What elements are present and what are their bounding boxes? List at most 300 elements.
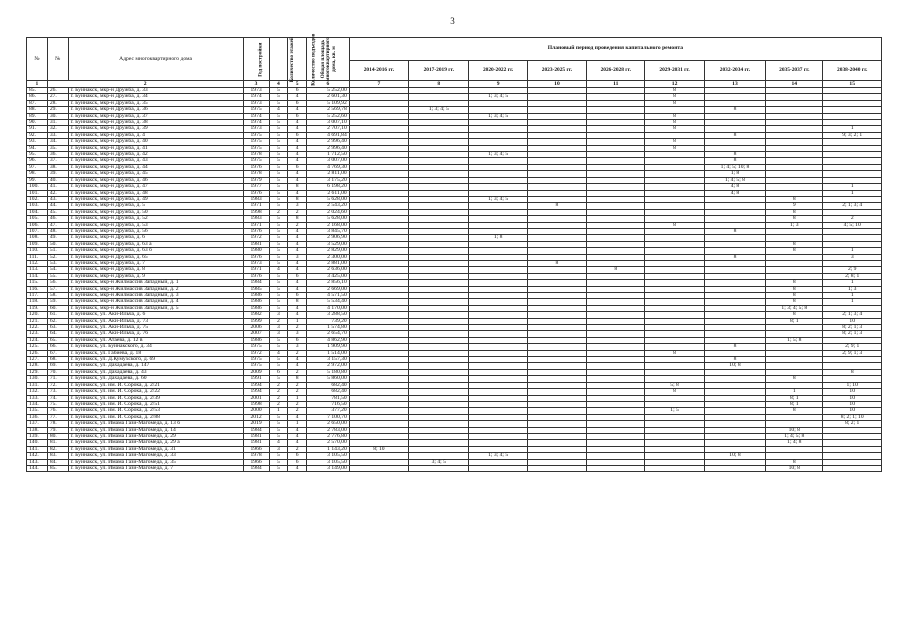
table-cell: 8 bbox=[766, 196, 823, 202]
table-cell: 1 514,00 bbox=[307, 350, 350, 356]
table-cell: 1974 bbox=[243, 120, 269, 126]
table-cell: 8 bbox=[645, 113, 704, 119]
table-cell: 79. bbox=[47, 427, 68, 433]
table-cell: 3 007,00 bbox=[307, 158, 350, 164]
table-cell: 77. bbox=[47, 414, 68, 420]
table-cell: 5 bbox=[269, 88, 288, 94]
table-cell: 6 bbox=[288, 113, 307, 119]
table-cell: 1994 bbox=[243, 389, 269, 395]
table-cell: 10 bbox=[823, 408, 882, 414]
table-cell: 107. bbox=[27, 228, 48, 234]
table-cell: 1; 3; 4; 5 bbox=[409, 107, 469, 113]
header-period-group: Плановый период проведения капитального ремонта bbox=[349, 38, 881, 61]
table-cell: 1 909,90 bbox=[307, 344, 350, 350]
table-cell: 5 bbox=[269, 254, 288, 260]
table-cell: 1973 bbox=[243, 100, 269, 106]
table-cell: 69. bbox=[47, 363, 68, 369]
table-cell: 8 bbox=[645, 120, 704, 126]
table-cell: 4 bbox=[288, 139, 307, 145]
table-cell: 8 bbox=[645, 94, 704, 100]
table-cell: 2 543,20 bbox=[307, 203, 350, 209]
table-cell: 8 bbox=[766, 299, 823, 305]
table-cell: 2 669,00 bbox=[307, 286, 350, 292]
table-cell bbox=[704, 465, 765, 471]
table-cell: 84. bbox=[47, 459, 68, 465]
table-cell: 1 bbox=[269, 408, 288, 414]
table-cell: 1976 bbox=[243, 190, 269, 196]
table-cell: 89. bbox=[27, 113, 48, 119]
table-cell: г. Буйнакск, ул. Аки-Ильча, д. 76 bbox=[68, 331, 243, 337]
table-cell: г. Буйнакск, ул. им. И. Сорока, д. 2/51 bbox=[68, 401, 243, 407]
header-period: 2017-2019 гг. bbox=[409, 60, 469, 80]
header-column-number: 3 bbox=[243, 81, 269, 88]
table-cell: 1984 bbox=[243, 427, 269, 433]
table-cell: 96. bbox=[27, 158, 48, 164]
table-cell: 128. bbox=[27, 363, 48, 369]
table-cell: 2 569,78 bbox=[307, 107, 350, 113]
table-cell: 1 bbox=[823, 248, 882, 254]
table-cell: 10; 8 bbox=[766, 427, 823, 433]
table-cell: 6 bbox=[288, 88, 307, 94]
table-cell: 4 bbox=[288, 228, 307, 234]
table-cell: 1986 bbox=[243, 305, 269, 311]
table-cell: 34. bbox=[47, 139, 68, 145]
table-cell: 86. bbox=[27, 94, 48, 100]
table-cell: 5 bbox=[269, 260, 288, 266]
table-cell: 4 bbox=[288, 465, 307, 471]
table-cell: 5 bbox=[269, 177, 288, 183]
table-cell: г. Буйнакск, ул. им. И. Сорока, д. 2/88 bbox=[68, 414, 243, 420]
table-cell: 2009 bbox=[243, 369, 269, 375]
table-cell: 4 bbox=[288, 414, 307, 420]
table-cell: 1976 bbox=[243, 273, 269, 279]
table-cell: г. Буйнакск, мкр-н Дружба, д. 40 bbox=[68, 139, 243, 145]
table-cell: 37. bbox=[47, 158, 68, 164]
table-cell: г. Буйнакск, ул. Аки-Ильча, д. 75 bbox=[68, 325, 243, 331]
table-cell: 5 bbox=[269, 126, 288, 132]
table-cell: 118. bbox=[27, 299, 48, 305]
table-cell bbox=[587, 465, 645, 471]
table-cell: 8; 2; 1; 3 bbox=[823, 325, 882, 331]
table-cell: 4 bbox=[288, 427, 307, 433]
table-cell: г. Буйнакск, мкр-н Дружба, д. 9 bbox=[68, 273, 243, 279]
table-cell: 91. bbox=[27, 126, 48, 132]
header-period: 2023-2025 гг. bbox=[527, 60, 586, 80]
table-cell: 2 654,70 bbox=[307, 331, 350, 337]
table-cell: 92. bbox=[27, 132, 48, 138]
table-cell: 5 bbox=[269, 376, 288, 382]
table-cell: 1; 4; 8 bbox=[766, 440, 823, 446]
table-cell: 7 100,70 bbox=[307, 414, 350, 420]
table-cell: 10 bbox=[823, 395, 882, 401]
table-cell: 2 650,00 bbox=[307, 421, 350, 427]
table-cell: 2 bbox=[288, 325, 307, 331]
table-cell: 1; 3; 4; 5 bbox=[469, 152, 527, 158]
table-cell: 5 bbox=[269, 241, 288, 247]
table-cell: 2 972,00 bbox=[307, 363, 350, 369]
table-cell: 82. bbox=[47, 446, 68, 452]
table-cell: 1975 bbox=[243, 158, 269, 164]
table-cell: г. Буйнакск, ул. Дахадаева, д. 60 bbox=[68, 376, 243, 382]
table-cell: 4 bbox=[269, 440, 288, 446]
table-cell: 85. bbox=[47, 465, 68, 471]
table-cell: г. Буйнакск, мкр-н Дружба, д. 63 а bbox=[68, 241, 243, 247]
table-cell: 682,40 bbox=[307, 389, 350, 395]
table-cell: 1971 bbox=[243, 267, 269, 273]
table-cell: 123. bbox=[27, 331, 48, 337]
header-column-number: 13 bbox=[704, 81, 765, 88]
table-cell: 5 860,00 bbox=[307, 376, 350, 382]
table-cell: 4 bbox=[288, 260, 307, 266]
table-cell: 8 bbox=[766, 248, 823, 254]
table-cell: г. Буйнакск, мкр-н Жилмассив Западный, д. 4 bbox=[68, 299, 243, 305]
table-cell: 1998 bbox=[243, 401, 269, 407]
table-cell: 1986 bbox=[243, 299, 269, 305]
table-cell: 2 168,00 bbox=[307, 222, 350, 228]
header-column-number: 6 bbox=[307, 81, 350, 88]
table-cell: 5 252,00 bbox=[307, 88, 350, 94]
table-cell: 127. bbox=[27, 357, 48, 363]
table-cell: 108. bbox=[27, 235, 48, 241]
table-cell: 8 bbox=[766, 408, 823, 414]
table-cell: 2 bbox=[288, 369, 307, 375]
table-cell: г. Буйнакск, ул. Имама Гази-Магомеда, д. 7 bbox=[68, 465, 243, 471]
table-cell: г. Буйнакск, ул. Имама Гази-Магомеда, д. 35 bbox=[68, 459, 243, 465]
table-cell: 1972 bbox=[243, 350, 269, 356]
table-cell: 4 bbox=[269, 350, 288, 356]
table-cell: 2; 1; 3; 4 bbox=[823, 203, 882, 209]
table-cell: г. Буйнакск, ул. Атаева, д. 12 в bbox=[68, 337, 243, 343]
table-cell: 49. bbox=[47, 235, 68, 241]
table-cell bbox=[469, 465, 527, 471]
table-cell: г. Буйнакск, ул. им. И. Сорока, д. 2/53 bbox=[68, 408, 243, 414]
table-cell: г. Буйнакск, ул. Дахадаева, д. 147 bbox=[68, 363, 243, 369]
table-cell: 8 bbox=[766, 280, 823, 286]
table-cell: 1 bbox=[288, 318, 307, 324]
table-cell: 2; 1; 3; 4 bbox=[823, 312, 882, 318]
table-cell: г. Буйнакск, ул. Д.Кумухского, д. 69 bbox=[68, 357, 243, 363]
table-cell: 4 bbox=[288, 440, 307, 446]
table-cell: г. Буйнакск, мкр-н Дружба, д. 8 bbox=[68, 267, 243, 273]
table-cell: 2 bbox=[269, 401, 288, 407]
table-cell: 6 bbox=[269, 369, 288, 375]
table-cell: 2007 bbox=[243, 331, 269, 337]
table-cell: 8 bbox=[527, 260, 586, 266]
table-cell: 3 bbox=[288, 203, 307, 209]
table-cell: г. Буйнакск, мкр-н Дружба, д. 44 bbox=[68, 164, 243, 170]
table-cell: 1975 bbox=[243, 107, 269, 113]
table-cell: г. Буйнакск, мкр-н Дружба, д. 65 bbox=[68, 254, 243, 260]
table-cell: 1975 bbox=[243, 344, 269, 350]
table-cell: 1994 bbox=[243, 382, 269, 388]
table-cell: 88. bbox=[27, 107, 48, 113]
table-cell: 8 bbox=[288, 184, 307, 190]
table-cell: 2 bbox=[269, 389, 288, 395]
table-cell bbox=[823, 465, 882, 471]
table-cell: 4; 8 bbox=[704, 190, 765, 196]
table-cell: 6 198,20 bbox=[307, 184, 350, 190]
table-cell: 2 570,00 bbox=[307, 440, 350, 446]
table-cell: г. Буйнакск, ул. Буйнакского, д. 34 bbox=[68, 344, 243, 350]
table-cell: 9; 3; 2; 1 bbox=[823, 132, 882, 138]
table-cell: 5 bbox=[269, 453, 288, 459]
table-cell: г. Буйнакск, ул. им. И. Сорока, д. 2/21 bbox=[68, 382, 243, 388]
table-cell: 2 783,00 bbox=[307, 427, 350, 433]
table-cell: 3 149,00 bbox=[307, 465, 350, 471]
table-cell: 100. bbox=[27, 184, 48, 190]
table-cell: г. Буйнакск, мкр-н Дружба, д. 35 bbox=[68, 100, 243, 106]
table-cell: 8 bbox=[704, 228, 765, 234]
table-cell: 1976 bbox=[243, 164, 269, 170]
table-cell: 2 856,10 bbox=[307, 280, 350, 286]
table-cell: г. Буйнакск, мкр-н Дружба, д. 6 bbox=[68, 235, 243, 241]
table-cell: 1 bbox=[823, 280, 882, 286]
table-cell: г. Буйнакск, мкр-н Дружба, д. 7 bbox=[68, 260, 243, 266]
table-cell: 61. bbox=[47, 312, 68, 318]
table-cell: г. Буйнакск, мкр-н Дружба, д. 56 bbox=[68, 228, 243, 234]
table-cell: 26. bbox=[47, 88, 68, 94]
table-cell: 98. bbox=[27, 171, 48, 177]
table-cell: 115. bbox=[27, 280, 48, 286]
header-column-number: 7 bbox=[349, 81, 408, 88]
table-cell: 1; 3; 4; 5 bbox=[469, 453, 527, 459]
table-cell: 5 bbox=[269, 190, 288, 196]
table-cell: 60. bbox=[47, 305, 68, 311]
table-cell: 739,20 bbox=[307, 318, 350, 324]
table-cell: 5 bbox=[269, 196, 288, 202]
table-cell: 8 bbox=[766, 286, 823, 292]
table-cell: 1 143,20 bbox=[307, 446, 350, 452]
table-cell: 5 bbox=[269, 363, 288, 369]
header-period: 2020-2022 гг. bbox=[469, 60, 527, 80]
table-body bbox=[27, 88, 882, 472]
header-column-number: 11 bbox=[587, 81, 645, 88]
table-cell: 1985 bbox=[243, 286, 269, 292]
table-cell: 10; 8 bbox=[704, 453, 765, 459]
table-cell: 2; 9; 1; 3 bbox=[823, 350, 882, 356]
table-cell: 5 bbox=[269, 132, 288, 138]
table-cell: г. Буйнакск, мкр-н Дружба, д. 42 bbox=[68, 152, 243, 158]
table-cell: 124. bbox=[27, 337, 48, 343]
table-cell: 5 bbox=[269, 299, 288, 305]
table-cell: 6 bbox=[288, 459, 307, 465]
table-cell: 5 bbox=[269, 94, 288, 100]
table-cell: 99. bbox=[27, 177, 48, 183]
table-cell: 70. bbox=[47, 369, 68, 375]
table-cell: 3 bbox=[288, 254, 307, 260]
table-cell: 1975 bbox=[243, 357, 269, 363]
table-cell: 112. bbox=[27, 260, 48, 266]
table-cell: 5 bbox=[269, 164, 288, 170]
table-cell: 5 bbox=[269, 145, 288, 151]
table-cell: 2; 9 bbox=[823, 267, 882, 273]
table-cell: 5 bbox=[269, 228, 288, 234]
table-cell: 8 bbox=[288, 376, 307, 382]
table-cell: 129. bbox=[27, 369, 48, 375]
table-cell bbox=[645, 465, 704, 471]
header-column-number: 12 bbox=[645, 81, 704, 88]
table-cell: 5 bbox=[269, 203, 288, 209]
table-cell: 5 bbox=[269, 286, 288, 292]
table-cell: 1978 bbox=[243, 152, 269, 158]
table-cell: 135. bbox=[27, 408, 48, 414]
table-cell: 110. bbox=[27, 248, 48, 254]
table-cell: 5 bbox=[269, 421, 288, 427]
table-cell: 1976 bbox=[243, 228, 269, 234]
table-cell: г. Буйнакск, мкр-н Дружба, д. 37 bbox=[68, 113, 243, 119]
table-cell: 134. bbox=[27, 401, 48, 407]
table-cell: 1974 bbox=[243, 113, 269, 119]
table-cell: 67. bbox=[47, 350, 68, 356]
table-cell: 4 bbox=[269, 267, 288, 273]
table-cell: 111. bbox=[27, 254, 48, 260]
table-cell: 8 bbox=[645, 145, 704, 151]
table-cell: 120. bbox=[27, 312, 48, 318]
table-cell: 8; 2; 1 bbox=[823, 421, 882, 427]
table-cell: 4; 8 bbox=[704, 184, 765, 190]
table-cell: 4 862,90 bbox=[307, 337, 350, 343]
table-cell: 2 996,40 bbox=[307, 145, 350, 151]
table-cell: 5 bbox=[269, 222, 288, 228]
table-cell: г. Буйнакск, мкр-н Дружба, д. 5 bbox=[68, 203, 243, 209]
table-cell: 90. bbox=[27, 120, 48, 126]
table-header bbox=[27, 33, 882, 88]
table-cell: г. Буйнакск, ул. Габиева, д. 18 bbox=[68, 350, 243, 356]
table-cell: 5 bbox=[269, 216, 288, 222]
header-period: 2014-2016 гг. bbox=[349, 60, 408, 80]
table-cell: 5 252,60 bbox=[307, 113, 350, 119]
table-cell: 1966 bbox=[243, 446, 269, 452]
table-cell: 5 bbox=[269, 293, 288, 299]
table-cell: 4 bbox=[288, 120, 307, 126]
header-no: № bbox=[27, 38, 48, 81]
table-cell: 4 bbox=[288, 235, 307, 241]
table-cell: 52. bbox=[47, 254, 68, 260]
table-cell: 2 811,00 bbox=[307, 171, 350, 177]
table-cell: 1976 bbox=[243, 254, 269, 260]
table-cell: 1978 bbox=[243, 453, 269, 459]
table-cell: г. Буйнакск, мкр-н Жилмассив Западный, д. 2 bbox=[68, 286, 243, 292]
table-cell: 1984 bbox=[243, 280, 269, 286]
table-cell: 8 bbox=[766, 241, 823, 247]
table-cell: 62. bbox=[47, 318, 68, 324]
table-cell: 36. bbox=[47, 152, 68, 158]
table-cell: г. Буйнакск, мкр-н Дружба, д. 47 bbox=[68, 184, 243, 190]
table-cell: г. Буйнакск, мкр-н Дружба, д. 33 bbox=[68, 88, 243, 94]
table-cell: 27. bbox=[47, 94, 68, 100]
table-cell: г. Буйнакск, ул. Имама Гази-Магомеда, д. 29 а bbox=[68, 440, 243, 446]
table-cell: 2 707,10 bbox=[307, 126, 350, 132]
table-cell: 1; 4; 5; 10; 8 bbox=[704, 164, 765, 170]
table-cell: 1; 3; 4; 5 bbox=[469, 94, 527, 100]
header-column-number: 1 bbox=[27, 81, 48, 88]
table-cell: 2 601,30 bbox=[307, 94, 350, 100]
table-cell: 144. bbox=[27, 465, 48, 471]
table-cell: 83. bbox=[47, 453, 68, 459]
table-cell: 71. bbox=[47, 376, 68, 382]
table-cell: 5 bbox=[269, 280, 288, 286]
table-cell: 3 425,00 bbox=[307, 273, 350, 279]
table-cell: 5 bbox=[269, 414, 288, 420]
table-cell: 5 bbox=[269, 305, 288, 311]
table-cell: 81. bbox=[47, 440, 68, 446]
table-cell: 4 bbox=[288, 152, 307, 158]
table-cell: 66. bbox=[47, 344, 68, 350]
table-cell: 1983 bbox=[243, 196, 269, 202]
table-cell: 1; 3; 4; 5 bbox=[469, 196, 527, 202]
table-cell: 6 bbox=[288, 164, 307, 170]
table-cell: 1 bbox=[823, 190, 882, 196]
table-cell: 57. bbox=[47, 286, 68, 292]
table-cell: 45. bbox=[47, 209, 68, 215]
table-cell: 5 bbox=[269, 152, 288, 158]
table-cell: 119. bbox=[27, 305, 48, 311]
table-cell: 140. bbox=[27, 440, 48, 446]
table-cell: 133. bbox=[27, 395, 48, 401]
table-cell: 8 bbox=[288, 299, 307, 305]
table-cell: 104. bbox=[27, 209, 48, 215]
table-cell: 1982 bbox=[243, 312, 269, 318]
table-cell: 2 996,40 bbox=[307, 139, 350, 145]
table-cell: 136. bbox=[27, 414, 48, 420]
table-cell: 1973 bbox=[243, 126, 269, 132]
table-cell: 2; 9; 1 bbox=[823, 344, 882, 350]
table-cell: 1973 bbox=[243, 260, 269, 266]
table-cell: 51. bbox=[47, 248, 68, 254]
table-cell: 78. bbox=[47, 421, 68, 427]
table-cell: 4 bbox=[288, 158, 307, 164]
table-cell: 2 bbox=[288, 209, 307, 215]
table-cell: 121. bbox=[27, 318, 48, 324]
header-column-number: 9 bbox=[469, 81, 527, 88]
table-cell: 2 bbox=[269, 382, 288, 388]
table-cell: 1978 bbox=[243, 171, 269, 177]
table-cell: 101. bbox=[27, 190, 48, 196]
header-column-number: 14 bbox=[766, 81, 823, 88]
table-cell: 1; 5 bbox=[645, 408, 704, 414]
table-cell: 1; 3; 4; 5; 8 bbox=[766, 305, 823, 311]
table-cell: 73. bbox=[47, 389, 68, 395]
table-cell: 56. bbox=[47, 280, 68, 286]
header-address: Адрес многоквартирного дома bbox=[68, 38, 243, 81]
header-period: 2038-2040 гг. bbox=[823, 60, 882, 80]
table-cell: 8 bbox=[704, 152, 765, 158]
table-cell: 97. bbox=[27, 164, 48, 170]
table-cell: 2 bbox=[269, 395, 288, 401]
table-cell: 42. bbox=[47, 190, 68, 196]
table-cell: 131. bbox=[27, 382, 48, 388]
table-cell: 94. bbox=[27, 145, 48, 151]
table-cell: 4 bbox=[288, 94, 307, 100]
table-cell: 5 628,00 bbox=[307, 196, 350, 202]
table-cell: 682,40 bbox=[307, 382, 350, 388]
header-column-number: 4 bbox=[269, 81, 288, 88]
header-column-number: 5 bbox=[288, 81, 307, 88]
capital-repair-table bbox=[26, 33, 882, 472]
table-cell: 28. bbox=[47, 100, 68, 106]
header-no-2: № bbox=[47, 38, 68, 81]
table-cell: 95. bbox=[27, 152, 48, 158]
table-cell: 8 bbox=[288, 216, 307, 222]
table-cell: 50. bbox=[47, 241, 68, 247]
table-cell: 8; 1 bbox=[766, 395, 823, 401]
header-column-number: 10 bbox=[527, 81, 586, 88]
table-cell: 1; 4; 5; 8 bbox=[766, 433, 823, 439]
table-cell: 38. bbox=[47, 164, 68, 170]
table-cell: г. Буйнакск, мкр-н Дружба, д. 4 bbox=[68, 132, 243, 138]
table-cell: 75. bbox=[47, 401, 68, 407]
table-cell: 8 bbox=[704, 357, 765, 363]
